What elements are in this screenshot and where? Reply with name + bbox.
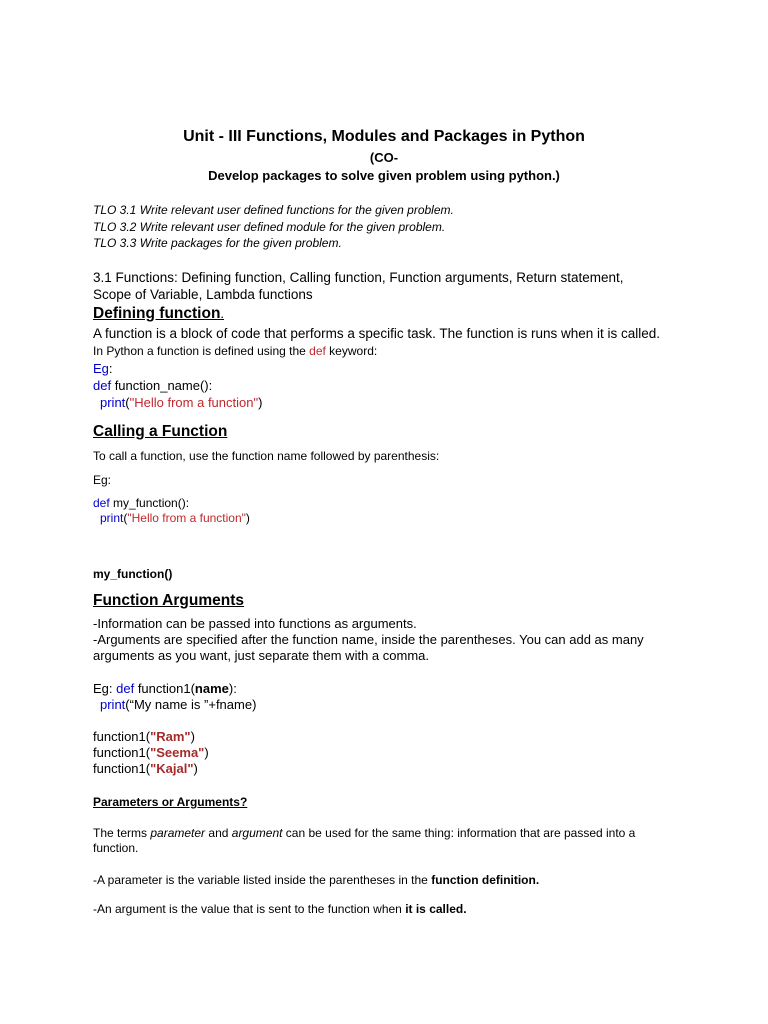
eg-text: Eg: [93,680,117,696]
code-call-line [93,745,663,761]
code-text: my_function(): [109,495,190,510]
italic-term: argument [231,825,283,840]
desc-text: keyword: [325,343,378,358]
code-string: "Kajal" [150,760,194,776]
code-builtin: print [100,394,126,410]
function-arguments-heading: Function Arguments [93,591,244,609]
code-string: "Ram" [150,728,191,744]
code-keyword: def [93,377,112,393]
defining-desc: A function is a block of code that performs a specific task. The function is runs when it is called. [93,325,661,341]
code-call-line [93,761,663,777]
eg-text: Eg [93,360,109,376]
text: -A parameter is the variable listed inside the parentheses in the [93,872,432,887]
code-line [93,394,663,411]
code-builtin: print [100,696,126,712]
calling-desc: To call a function, use the function name followed by parenthesis: [93,448,440,463]
code-text: ) [204,744,209,760]
code-builtin: print [100,510,124,525]
eg-colon: : [108,360,113,376]
code-text: function1( [93,728,151,744]
text: can be used for the same thing: information that are passed into a function. [93,825,636,855]
function-call: my_function() [93,566,173,581]
eg-label [93,360,663,377]
section-intro: 3.1 Functions: Defining function, Calling function, Function arguments, Return statement, Scope of Variable, Lambda functions [93,269,624,302]
code-text: function1( [93,744,151,760]
code-string: "Hello from a function" [129,394,259,410]
bold-text: it is called. [405,901,467,916]
desc-text: In Python a function is defined using the [93,343,310,358]
heading-period: . [220,305,225,321]
defining-desc-keyword [93,343,663,360]
arguments-line: -Information can be passed into functions as arguments. [93,615,417,631]
calling-function-heading: Calling a Function [93,422,228,440]
terms-paragraph [93,826,663,857]
code-text: function_name(): [111,377,213,393]
defining-function-heading [93,304,663,324]
code-string: "Hello from a function" [127,510,246,525]
parameter-definition [93,872,663,888]
code-text: function1( [134,680,195,696]
code-param: name [194,680,229,696]
code-paren: ) [245,510,250,525]
code-call-line [93,729,663,745]
code-text: ) [193,760,198,776]
eg-label: Eg: [93,472,112,487]
tlo-item: TLO 3.3 Write packages for the given problem. [93,236,342,250]
argument-definition [93,901,663,917]
italic-term: parameter [150,825,206,840]
code-text: ) [190,728,195,744]
parameters-heading: Parameters or Arguments? [93,794,248,809]
document-body [93,202,663,917]
defining-heading-text: Defining function [93,304,221,322]
code-line [93,697,663,713]
course-outcome-label: (CO- [369,150,399,165]
code-text: ): [228,680,237,696]
code-keyword: def [116,680,135,696]
code-paren: ( [123,510,128,525]
tlo-list [93,202,663,252]
text: The terms [93,825,151,840]
course-outcome-text: Develop packages to solve given problem using python.) [208,168,560,183]
code-line [93,496,663,511]
bold-text: function definition. [431,872,540,887]
code-line [93,377,663,394]
code-line [93,511,663,526]
text: -An argument is the value that is sent to the function when [93,901,406,916]
code-line [93,681,663,697]
def-keyword: def [309,343,326,358]
code-paren: ) [258,394,263,410]
code-string: "Seema" [150,744,205,760]
tlo-item: TLO 3.1 Write relevant user defined functions for the given problem. [93,203,454,217]
code-text: function1( [93,760,151,776]
code-paren: ( [125,394,130,410]
tlo-item: TLO 3.2 Write relevant user defined module for the given problem. [93,219,446,234]
code-keyword: def [93,495,110,510]
text: and [205,825,232,840]
code-text: (“My name is ”+fname) [125,696,257,712]
arguments-line: -Arguments are specified after the function name, inside the parentheses. You can add as many arguments as you want, just separate them with a comma. [93,631,644,663]
page-title: Unit - III Functions, Modules and Packages in Python [183,128,585,145]
